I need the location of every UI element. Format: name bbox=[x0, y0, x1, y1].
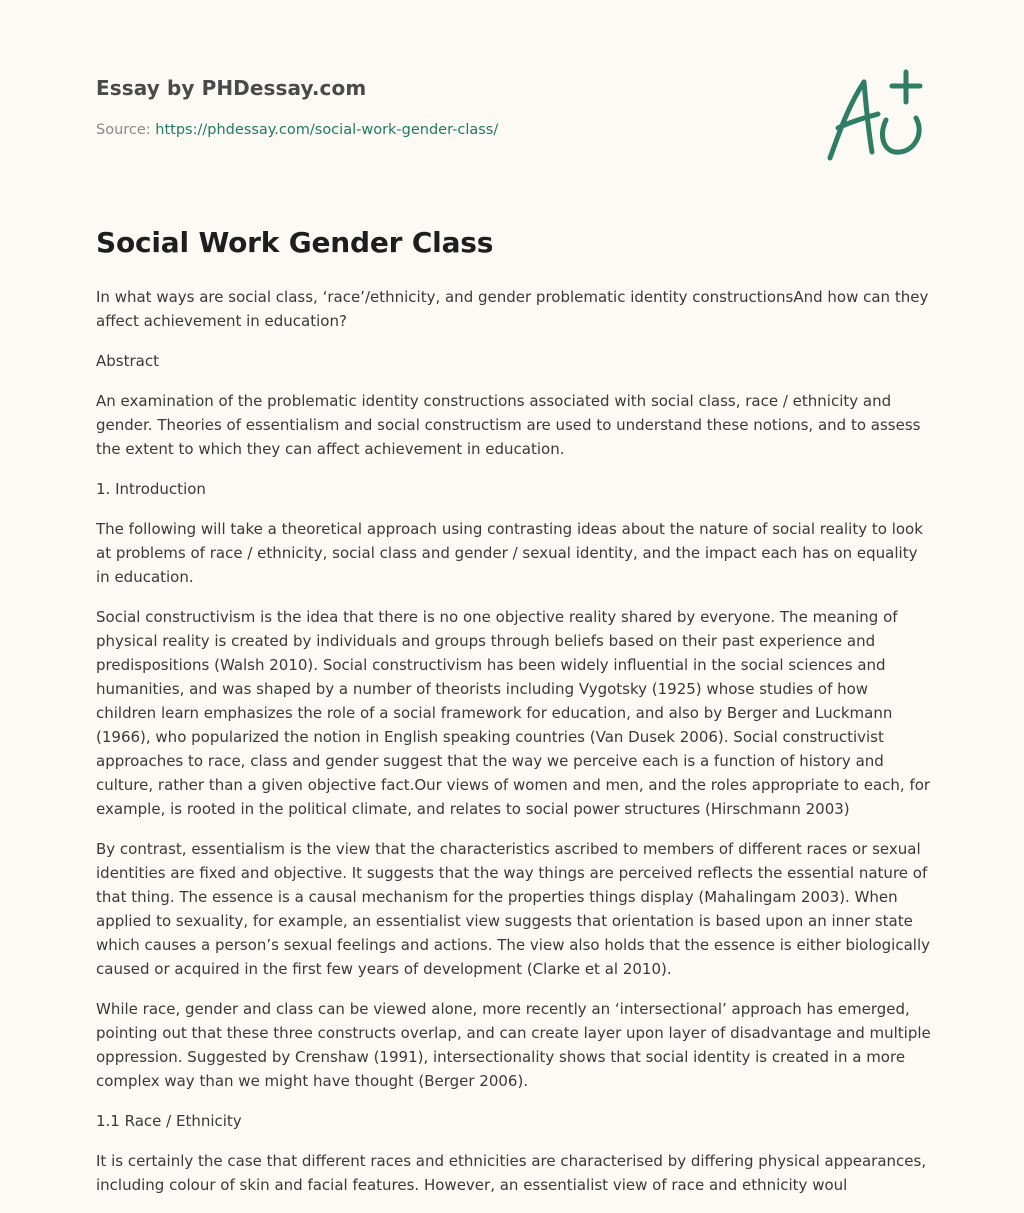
paragraph-essentialism: By contrast, essentialism is the view that the characteristics ascribed to members of different races or sexual identities are fixed and objective. It suggests that the way things are perceived reflects the essential nature of that thing. The essence is a causal mechanism for the properties things display (Mahalingam 2003). When applied to sexuality, for example, an essentialist view suggests that orientation is based upon an inner state which causes a person’s sexual feelings and actions. The view also holds that the essence is either biologically caused or acquired in the first few years of development (Clarke et al 2010). bbox=[96, 840, 931, 978]
page-header bbox=[96, 76, 796, 138]
paragraph-abstract: An examination of the problematic identity constructions associated with social class, race / ethnicity and gender. Theories of essentialism and social constructism are used to understand these notions, and to assess the extent to which they can affect achievement in education. bbox=[96, 392, 921, 458]
heading-race-ethnicity: 1.1 Race / Ethnicity bbox=[96, 1112, 242, 1130]
source-line bbox=[96, 122, 796, 138]
article-title: Social Work Gender Class bbox=[96, 226, 494, 259]
heading-abstract: Abstract bbox=[96, 352, 159, 370]
paragraph-intersectionality: While race, gender and class can be viewed alone, more recently an ‘intersectional’ approach has emerged, pointing out that these three constructs overlap, and can create layer upon layer of disadvantage and multiple oppression. Suggested by Crenshaw (1991), intersectionality shows that social identity is created in a more complex way than we might have thought (Berger 2006). bbox=[96, 1000, 931, 1090]
source-label: Source: bbox=[96, 122, 156, 138]
a-plus-logo-svg bbox=[820, 66, 930, 166]
article bbox=[96, 226, 932, 1213]
site-brand: Essay by PHDessay.com bbox=[96, 76, 367, 100]
a-plus-grade-icon bbox=[820, 66, 930, 166]
paragraph-race-ethnicity: It is certainly the case that different races and ethnicities are characterised by differing physical appearances, including colour of skin and facial features. However, an essentialist view of race and ethnicity woul bbox=[96, 1152, 927, 1194]
paragraph-social-constructivism: Social constructivism is the idea that there is no one objective reality shared by everyone. The meaning of physical reality is created by individuals and groups through beliefs based on their past experience and predispositions (Walsh 2010). Social constructivism has been widely influential in the social sciences and humanities, and was shaped by a number of theorists including Vygotsky (1925) whose studies of how children learn emphasizes the role of a social framework for education, and also by Berger and Luckmann (1966), who popularized the notion in English speaking countries (Van Dusek 2006). Social constructivist approaches to race, class and gender suggest that the way we perceive each is a function of history and culture, rather than a given objective fact.Our views of women and men, and the roles appropriate to each, for example, is rooted in the political climate, and relates to social power structures (Hirschmann 2003) bbox=[96, 608, 931, 818]
heading-introduction: 1. Introduction bbox=[96, 480, 206, 498]
paragraph-introduction: The following will take a theoretical approach using contrasting ideas about the nature of social reality to look at problems of race / ethnicity, social class and gender / sexual identity, and the impact each has on equality in education. bbox=[96, 520, 923, 586]
source-link[interactable]: https://phdessay.com/social-work-gender-class/ bbox=[155, 122, 499, 138]
paragraph-question: In what ways are social class, ‘race’/ethnicity, and gender problematic identity constructionsAnd how can they affect achievement in education? bbox=[96, 288, 929, 330]
